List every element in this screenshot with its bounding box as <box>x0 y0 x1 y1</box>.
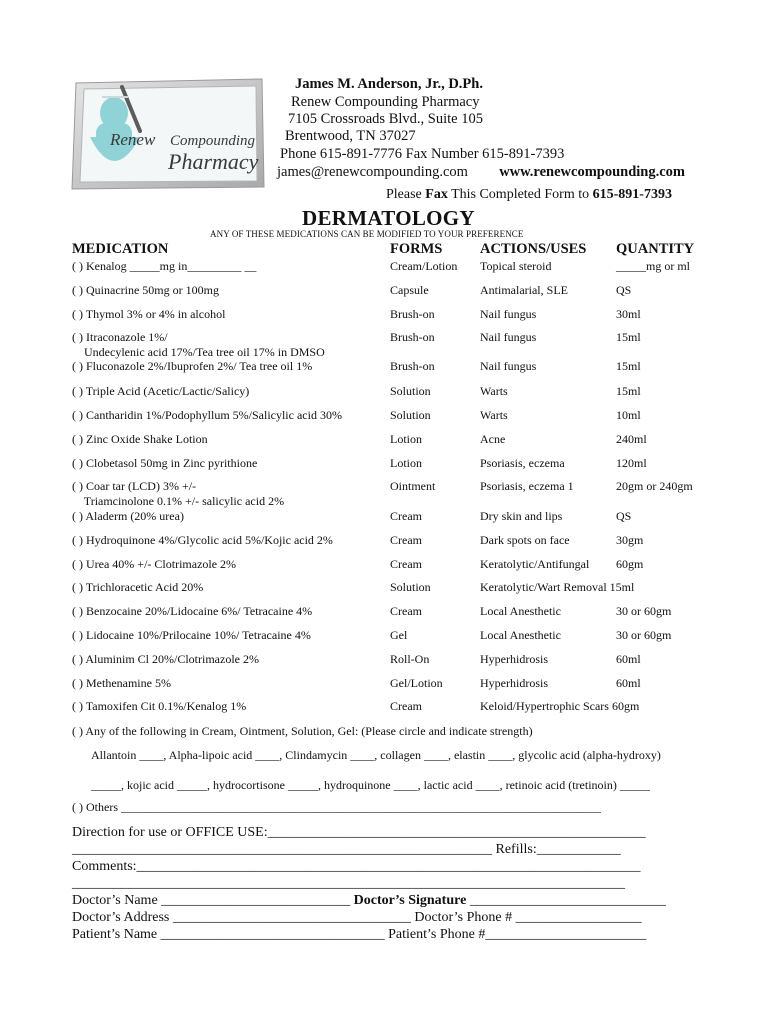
medication-form: Lotion <box>390 432 422 446</box>
medication-name: ( ) Tamoxifen Cit 0.1%/Kenalog 1% <box>72 699 247 713</box>
medication-form: Brush-on <box>390 307 435 321</box>
medication-action: Keratolytic/Wart Removal 15ml <box>480 580 635 594</box>
medication-form: Brush-on <box>390 359 435 373</box>
medication-form: Cream <box>390 533 422 547</box>
medication-quantity: 15ml <box>616 359 641 373</box>
medication-action: Topical steroid <box>480 259 552 273</box>
medication-quantity: QS <box>616 283 632 297</box>
medication-form: Lotion <box>390 456 422 470</box>
medication-action: Hyperhidrosis <box>480 676 548 690</box>
medication-form: Gel <box>390 628 408 642</box>
medication-name: ( ) Urea 40% +/- Clotrimazole 2% <box>72 557 237 571</box>
medication-name: ( ) Clobetasol 50mg in Zinc pyrithione <box>72 456 258 470</box>
medication-quantity: 30 or 60gm <box>616 628 672 642</box>
medication-action: Psoriasis, eczema <box>480 456 565 470</box>
fax-instruction: Please Fax This Completed Form to 615-891-7393 <box>386 187 672 202</box>
website: www.renewcompounding.com <box>499 164 686 180</box>
column-header-forms: FORMS <box>390 241 443 257</box>
medication-form: Cream/Lotion <box>390 259 458 273</box>
column-header-quantity: QUANTITY <box>616 241 695 257</box>
medication-name: ( ) Itraconazole 1%/ <box>72 330 168 344</box>
direction-line: Direction for use or OFFICE USE:______________________________________________________ <box>72 825 646 840</box>
medication-name: ( ) Benzocaine 20%/Lidocaine 6%/ Tetracaine 4% <box>72 604 313 618</box>
medication-form: Capsule <box>390 283 429 297</box>
medication-quantity: 30gm <box>616 533 644 547</box>
medication-name: ( ) Hydroquinone 4%/Glycolic acid 5%/Kojic acid 2% <box>72 533 333 547</box>
medication-quantity: 60ml <box>616 652 641 666</box>
pharmacy-name: Renew Compounding Pharmacy <box>291 94 480 110</box>
medication-quantity: 60ml <box>616 676 641 690</box>
medication-action: Antimalarial, SLE <box>480 283 568 297</box>
medication-action: Local Anesthetic <box>480 628 561 642</box>
medication-form: Solution <box>390 580 431 594</box>
medication-name: ( ) Aladerm (20% urea) <box>72 509 184 523</box>
form-title: DERMATOLOGY <box>302 206 475 230</box>
email: james@renewcompounding.com <box>277 164 468 180</box>
options-line-1: Allantoin ____, Alpha-lipoic acid ____, Clindamycin ____, collagen ____, elastin ____, glycolic acid (alpha-hydroxy) <box>91 748 661 762</box>
any-of-following: ( ) Any of the following in Cream, Ointment, Solution, Gel: (Please circle and indicate strength) <box>72 724 533 738</box>
medication-name: ( ) Zinc Oxide Shake Lotion <box>72 432 208 446</box>
medication-action: Hyperhidrosis <box>480 652 548 666</box>
medication-form: Roll-On <box>390 652 430 666</box>
form-subtitle: ANY OF THESE MEDICATIONS CAN BE MODIFIED TO YOUR PREFERENCE <box>210 229 524 239</box>
logo-word-renew: Renew <box>110 130 156 149</box>
contact-line <box>277 164 685 182</box>
pharmacist-name: James M. Anderson, Jr., D.Ph. <box>295 76 483 92</box>
medication-quantity: 15ml <box>616 384 641 398</box>
options-line-2: _____, kojic acid _____, hydrocortisone _____, hydroquinone ____, lactic acid ____, retinoic acid (tretinoin) _____ <box>91 778 650 792</box>
medication-quantity: 60gm <box>616 557 644 571</box>
patient-name-line: Patient’s Name ________________________________ Patient’s Phone #_______________________ <box>72 927 647 942</box>
medication-form: Cream <box>390 699 422 713</box>
medication-action: Keratolytic/Antifungal <box>480 557 590 571</box>
logo-word-pharmacy: Pharmacy <box>168 149 259 174</box>
phone-fax-line: Phone 615-891-7776 Fax Number 615-891-7393 <box>280 146 565 162</box>
medication-quantity: 10ml <box>616 408 641 422</box>
column-header-actions: ACTIONS/USES <box>480 241 587 257</box>
medication-action: Dry skin and lips <box>480 509 563 523</box>
medication-name: ( ) Aluminim Cl 20%/Clotrimazole 2% <box>72 652 259 666</box>
medication-form: Brush-on <box>390 330 435 344</box>
medication-name: ( ) Lidocaine 10%/Prilocaine 10%/ Tetracaine 4% <box>72 628 311 642</box>
medication-quantity: 30ml <box>616 307 641 321</box>
medication-name: ( ) Coar tar (LCD) 3% +/- <box>72 479 197 493</box>
medication-name: Triamcinolone 0.1% +/- salicylic acid 2% <box>72 494 285 508</box>
address-line-1: 7105 Crossroads Blvd., Suite 105 <box>288 111 483 127</box>
comments-line: Comments:________________________________________________________________________ <box>72 859 641 874</box>
medication-quantity: 15ml <box>616 330 641 344</box>
medication-action: Warts <box>480 408 508 422</box>
medication-form: Ointment <box>390 479 436 493</box>
logo-word-compounding: Compounding <box>170 133 256 149</box>
medication-quantity: 240ml <box>616 432 647 446</box>
comments-blank-line: _______________________________________________________________________________ <box>72 876 625 891</box>
medication-action: Keloid/Hypertrophic Scars 60gm <box>480 699 640 713</box>
column-header-medication: MEDICATION <box>72 241 169 257</box>
address-line-2: Brentwood, TN 37027 <box>285 128 416 144</box>
medication-form: Cream <box>390 557 422 571</box>
medication-quantity: 120ml <box>616 456 647 470</box>
medication-name: ( ) Trichloracetic Acid 20% <box>72 580 204 594</box>
medication-quantity: QS <box>616 509 632 523</box>
medication-name: ( ) Fluconazole 2%/Ibuprofen 2%/ Tea tree oil 1% <box>72 359 313 373</box>
doctor-name-line: Doctor’s Name ___________________________ Doctor’s Signature ____________________________ <box>72 893 666 908</box>
medication-form: Cream <box>390 509 422 523</box>
medication-quantity: _____mg or ml <box>616 259 690 273</box>
medication-action: Acne <box>480 432 506 446</box>
medication-quantity: 20gm or 240gm <box>616 479 693 493</box>
medication-name: ( ) Methenamine 5% <box>72 676 171 690</box>
medication-name: Undecylenic acid 17%/Tea tree oil 17% in DMSO <box>72 345 325 359</box>
medication-form: Cream <box>390 604 422 618</box>
medication-quantity: 30 or 60gm <box>616 604 672 618</box>
medication-name: ( ) Kenalog _____mg in_________ __ <box>72 259 257 273</box>
doctor-address-line: Doctor’s Address __________________________________ Doctor’s Phone # __________________ <box>72 910 642 925</box>
medication-name: ( ) Quinacrine 50mg or 100mg <box>72 283 219 297</box>
renew-compounding-pharmacy-logo <box>70 75 268 193</box>
medication-form: Solution <box>390 408 431 422</box>
medication-name: ( ) Triple Acid (Acetic/Lactic/Salicy) <box>72 384 250 398</box>
medication-action: Local Anesthetic <box>480 604 561 618</box>
medication-form: Gel/Lotion <box>390 676 443 690</box>
medication-action: Nail fungus <box>480 307 537 321</box>
medication-action: Warts <box>480 384 508 398</box>
medication-name: ( ) Cantharidin 1%/Podophyllum 5%/Salicylic acid 30% <box>72 408 342 422</box>
medication-action: Nail fungus <box>480 330 537 344</box>
others-line: ( ) Others ________________________________________________________________________________ <box>72 800 601 814</box>
medication-action: Psoriasis, eczema 1 <box>480 479 574 493</box>
medication-action: Dark spots on face <box>480 533 570 547</box>
medication-name: ( ) Thymol 3% or 4% in alcohol <box>72 307 226 321</box>
medication-form: Solution <box>390 384 431 398</box>
refills-line: ____________________________________________________________ Refills:____________ <box>72 842 621 857</box>
medication-action: Nail fungus <box>480 359 537 373</box>
